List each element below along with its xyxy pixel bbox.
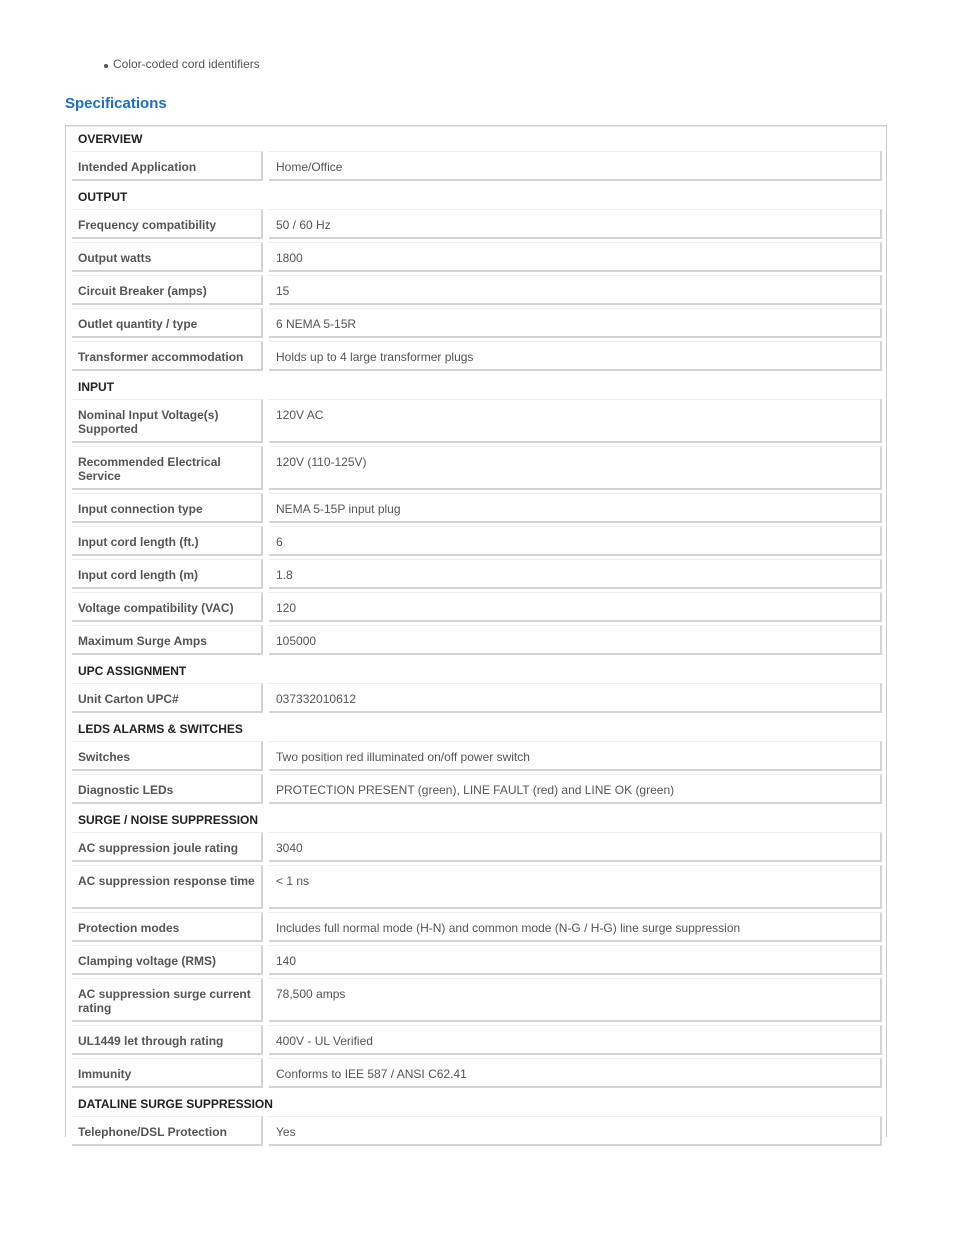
spec-row — [72, 559, 882, 589]
spec-label: Clamping voltage (RMS) — [72, 945, 263, 975]
spec-label: AC suppression joule rating — [72, 832, 263, 862]
spec-row — [72, 526, 882, 556]
spec-label: Outlet quantity / type — [72, 308, 263, 338]
spec-label: Input cord length (m) — [72, 559, 263, 589]
spec-value: < 1 ns — [269, 865, 882, 909]
spec-value: Holds up to 4 large transformer plugs — [269, 341, 882, 371]
spec-label: Protection modes — [72, 912, 263, 942]
specifications-table — [65, 125, 887, 1137]
spec-row — [72, 209, 882, 239]
feature-bullet-text: Color-coded cord identifiers — [113, 57, 260, 71]
spec-row — [72, 1025, 882, 1055]
spec-row — [72, 912, 882, 942]
spec-section-header: OVERVIEW — [78, 132, 143, 146]
spec-value: 120 — [269, 592, 882, 622]
spec-row — [72, 242, 882, 272]
spec-value: 1800 — [269, 242, 882, 272]
feature-bullet-item — [104, 57, 260, 71]
spec-value: 3040 — [269, 832, 882, 862]
spec-row — [72, 945, 882, 975]
spec-value: 120V AC — [269, 399, 882, 443]
spec-value: 78,500 amps — [269, 978, 882, 1022]
spec-value: 6 NEMA 5-15R — [269, 308, 882, 338]
spec-label: Intended Application — [72, 151, 263, 181]
spec-value: 400V - UL Verified — [269, 1025, 882, 1055]
spec-row — [72, 832, 882, 862]
spec-label: Recommended Electrical Service — [72, 446, 263, 490]
spec-section-header: OUTPUT — [78, 190, 128, 204]
specifications-rows — [72, 126, 882, 1149]
spec-label: Diagnostic LEDs — [72, 774, 263, 804]
spec-row — [72, 308, 882, 338]
spec-value: Yes — [269, 1116, 882, 1146]
spec-value: Conforms to IEE 587 / ANSI C62.41 — [269, 1058, 882, 1088]
spec-value: Includes full normal mode (H-N) and common mode (N-G / H-G) line surge suppression — [269, 912, 882, 942]
specifications-heading: Specifications — [65, 95, 167, 112]
spec-label: AC suppression response time — [72, 865, 263, 909]
spec-row — [72, 493, 882, 523]
spec-label: Nominal Input Voltage(s) Supported — [72, 399, 263, 443]
spec-label: AC suppression surge current rating — [72, 978, 263, 1022]
spec-label: Immunity — [72, 1058, 263, 1088]
spec-row — [72, 683, 882, 713]
spec-row — [72, 592, 882, 622]
spec-label: Input connection type — [72, 493, 263, 523]
spec-label: Voltage compatibility (VAC) — [72, 592, 263, 622]
spec-row — [72, 625, 882, 655]
spec-row — [72, 446, 882, 490]
spec-value: Two position red illuminated on/off power switch — [269, 741, 882, 771]
spec-value: PROTECTION PRESENT (green), LINE FAULT (red) and LINE OK (green) — [269, 774, 882, 804]
spec-value: NEMA 5-15P input plug — [269, 493, 882, 523]
spec-label: Output watts — [72, 242, 263, 272]
spec-label: Input cord length (ft.) — [72, 526, 263, 556]
spec-value: 105000 — [269, 625, 882, 655]
spec-label: Transformer accommodation — [72, 341, 263, 371]
spec-value: 120V (110-125V) — [269, 446, 882, 490]
spec-label: Circuit Breaker (amps) — [72, 275, 263, 305]
spec-label: Frequency compatibility — [72, 209, 263, 239]
spec-section-header: DATALINE SURGE SUPPRESSION — [78, 1097, 273, 1111]
spec-value: 6 — [269, 526, 882, 556]
spec-section-header: SURGE / NOISE SUPPRESSION — [78, 813, 259, 827]
spec-row — [72, 275, 882, 305]
spec-label: Telephone/DSL Protection — [72, 1116, 263, 1146]
spec-label: Switches — [72, 741, 263, 771]
spec-label: Unit Carton UPC# — [72, 683, 263, 713]
spec-row — [72, 865, 882, 909]
spec-label: UL1449 let through rating — [72, 1025, 263, 1055]
spec-value: Home/Office — [269, 151, 882, 181]
spec-value: 15 — [269, 275, 882, 305]
feature-bullet-list — [104, 57, 260, 71]
spec-row — [72, 151, 882, 181]
spec-row — [72, 978, 882, 1022]
spec-value: 1.8 — [269, 559, 882, 589]
spec-row — [72, 741, 882, 771]
spec-value: 037332010612 — [269, 683, 882, 713]
spec-row — [72, 774, 882, 804]
spec-row — [72, 341, 882, 371]
spec-label: Maximum Surge Amps — [72, 625, 263, 655]
spec-section-header: INPUT — [78, 380, 114, 394]
spec-row — [72, 1058, 882, 1088]
spec-row — [72, 399, 882, 443]
spec-row — [72, 1116, 882, 1146]
spec-section-header: UPC ASSIGNMENT — [78, 664, 187, 678]
spec-value: 50 / 60 Hz — [269, 209, 882, 239]
spec-value: 140 — [269, 945, 882, 975]
spec-section-header: LEDS ALARMS & SWITCHES — [78, 722, 243, 736]
bullet-dot-icon — [104, 64, 108, 68]
